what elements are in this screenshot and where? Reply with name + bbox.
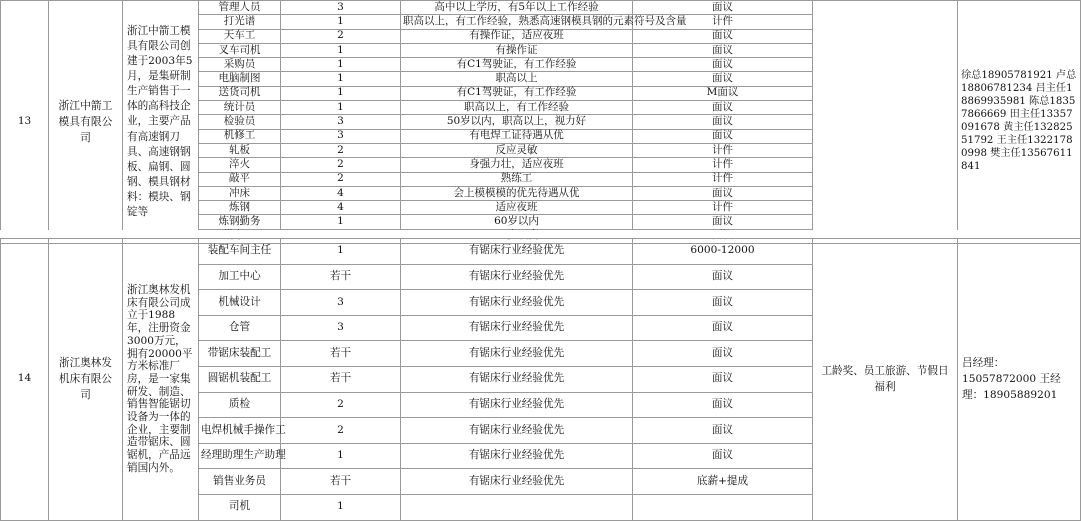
job-title: 司机 (199, 494, 281, 520)
job-requirement: 反应灵敏 (401, 143, 633, 157)
job-pay: 面议 (633, 58, 813, 72)
job-pay: 面议 (633, 101, 813, 115)
job-requirement: 有锯床行业经验优先 (401, 264, 633, 290)
job-title: 销售业务员 (199, 469, 281, 495)
job-title: 打光谱 (199, 15, 281, 29)
job-pay: 面议 (633, 29, 813, 43)
section-gap (0, 230, 1080, 238)
job-pay: 面议 (633, 290, 813, 316)
company-number: 14 (1, 239, 49, 521)
job-pay: 计件 (633, 201, 813, 215)
job-title: 机修工 (199, 129, 281, 143)
job-requirement: 熟练工 (401, 172, 633, 186)
job-pay: 面议 (633, 186, 813, 200)
job-count: 2 (281, 418, 401, 444)
job-count: 4 (281, 201, 401, 215)
job-count: 1 (281, 86, 401, 100)
job-count: 3 (281, 315, 401, 341)
job-requirement: 有锯床行业经验优先 (401, 418, 633, 444)
job-requirement: 50岁以内，职高以上，视力好 (401, 115, 633, 129)
job-pay: 面议 (633, 264, 813, 290)
company-description: 浙江奥林发机床有限公司成立于1988年，注册资金3000万元，拥有20000平方米标准厂房，是一家集研发、制造、销售智能锯切设备为一体的企业，主要制造带锯床、圆锯机，产品远销国内外。 (123, 239, 199, 521)
job-title: 轧板 (199, 143, 281, 157)
job-count: 3 (281, 1, 401, 15)
job-title: 加工中心 (199, 264, 281, 290)
job-count: 1 (281, 239, 401, 265)
job-requirement: 有锯床行业经验优先 (401, 443, 633, 469)
table-row (1, 239, 1081, 265)
job-pay: 面议 (633, 392, 813, 418)
job-requirement: 有锯床行业经验优先 (401, 315, 633, 341)
job-title: 圆锯机装配工 (199, 366, 281, 392)
job-pay: 6000-12000 (633, 239, 813, 265)
job-pay: M面议 (633, 86, 813, 100)
job-requirement: 有锯床行业经验优先 (401, 366, 633, 392)
job-requirement: 有C1驾驶证，有工作经验 (401, 58, 633, 72)
job-pay: 面议 (633, 43, 813, 57)
job-count: 2 (281, 29, 401, 43)
job-count: 2 (281, 392, 401, 418)
company-name: 浙江中箭工模具有限公司 (49, 1, 123, 244)
job-pay: 面议 (633, 115, 813, 129)
company-benefits: 工龄奖、员工旅游、节假日福利 (813, 239, 958, 521)
job-count: 2 (281, 158, 401, 172)
job-count: 2 (281, 143, 401, 157)
job-count: 1 (281, 215, 401, 229)
company-description: 浙江中箭工模具有限公司创建于2003年5月，是集研制生产销售于一体的高科技企业，主要产品有高速钢刀具、高速钢钢板、扁钢、圆钢、模具钢材料：模块、钢锭等 (123, 1, 199, 244)
job-count: 若干 (281, 341, 401, 367)
job-requirement: 有锯床行业经验优先 (401, 290, 633, 316)
job-requirement: 有C1驾驶证，有工作经验 (401, 86, 633, 100)
job-requirement: 有锯床行业经验优先 (401, 341, 633, 367)
job-title: 叉车司机 (199, 43, 281, 57)
job-title: 质检 (199, 392, 281, 418)
job-title: 冲床 (199, 186, 281, 200)
job-count: 1 (281, 494, 401, 520)
job-count: 1 (281, 58, 401, 72)
job-count: 若干 (281, 366, 401, 392)
job-title: 带锯床装配工 (199, 341, 281, 367)
table-row (1, 1, 1081, 15)
job-count: 1 (281, 15, 401, 29)
job-title: 电脑制图 (199, 72, 281, 86)
company-number: 13 (1, 1, 49, 244)
job-requirement: 有操作证 (401, 43, 633, 57)
job-count: 若干 (281, 264, 401, 290)
job-requirement: 60岁以内 (401, 215, 633, 229)
job-requirement: 有锯床行业经验优先 (401, 469, 633, 495)
job-title: 机械设计 (199, 290, 281, 316)
job-pay: 面议 (633, 443, 813, 469)
job-pay: 计件 (633, 158, 813, 172)
company-benefits (813, 1, 958, 244)
job-requirement: 职高以上，有工作经验 (401, 101, 633, 115)
company-14-table (0, 238, 1081, 521)
job-pay: 计件 (633, 15, 813, 29)
job-pay: 面议 (633, 215, 813, 229)
job-title: 管理人员 (199, 1, 281, 15)
job-title: 天车工 (199, 29, 281, 43)
job-count: 若干 (281, 469, 401, 495)
job-title: 电焊机械手操作工 (199, 418, 281, 444)
job-pay: 面议 (633, 72, 813, 86)
job-title: 敲平 (199, 172, 281, 186)
job-requirement: 职高以上 (401, 72, 633, 86)
company-13-table (0, 0, 1081, 244)
job-title: 炼钢 (199, 201, 281, 215)
job-title: 装配车间主任 (199, 239, 281, 265)
job-pay: 面议 (633, 315, 813, 341)
job-count: 1 (281, 443, 401, 469)
job-count: 4 (281, 186, 401, 200)
job-count: 3 (281, 129, 401, 143)
job-pay: 面议 (633, 1, 813, 15)
job-requirement: 会上模模模的优先待遇从优 (401, 186, 633, 200)
job-title: 经理助理生产助理 (199, 443, 281, 469)
job-pay: 面议 (633, 366, 813, 392)
job-title: 送货司机 (199, 86, 281, 100)
job-requirement: 有操作证，适应夜班 (401, 29, 633, 43)
company-contacts: 吕经理：15057872000 王经理：18905889201 (958, 239, 1081, 521)
job-requirement: 高中以上学历，有5年以上工作经验 (401, 1, 633, 15)
job-title: 炼钢勤务 (199, 215, 281, 229)
company-contacts: 徐总18905781921 卢总18806781234 吕主任18869935981 陈总18357866669 田主任13357091678 黄主任13282551792 王主任13221780998 樊主任13567611841 (958, 1, 1081, 244)
job-title: 统计员 (199, 101, 281, 115)
job-count: 2 (281, 172, 401, 186)
job-pay: 计件 (633, 172, 813, 186)
job-title: 检验员 (199, 115, 281, 129)
job-pay (633, 494, 813, 520)
job-title: 淬火 (199, 158, 281, 172)
job-requirement: 职高以上，有工作经验，熟悉高速钢模具钢的元素符号及含量 (401, 15, 633, 29)
job-requirement: 有锯床行业经验优先 (401, 392, 633, 418)
job-count: 1 (281, 43, 401, 57)
job-requirement: 身强力壮，适应夜班 (401, 158, 633, 172)
job-requirement: 有锯床行业经验优先 (401, 239, 633, 265)
job-pay: 底薪+提成 (633, 469, 813, 495)
job-requirement: 有电焊工证待遇从优 (401, 129, 633, 143)
job-pay: 面议 (633, 129, 813, 143)
job-title: 仓管 (199, 315, 281, 341)
job-title: 采购员 (199, 58, 281, 72)
job-pay: 面议 (633, 341, 813, 367)
job-requirement (401, 494, 633, 520)
job-count: 3 (281, 115, 401, 129)
job-count: 3 (281, 290, 401, 316)
job-count: 1 (281, 101, 401, 115)
job-pay: 计件 (633, 143, 813, 157)
company-name: 浙江奥林发机床有限公司 (49, 239, 123, 521)
job-pay: 面议 (633, 418, 813, 444)
job-requirement: 适应夜班 (401, 201, 633, 215)
job-count: 1 (281, 72, 401, 86)
